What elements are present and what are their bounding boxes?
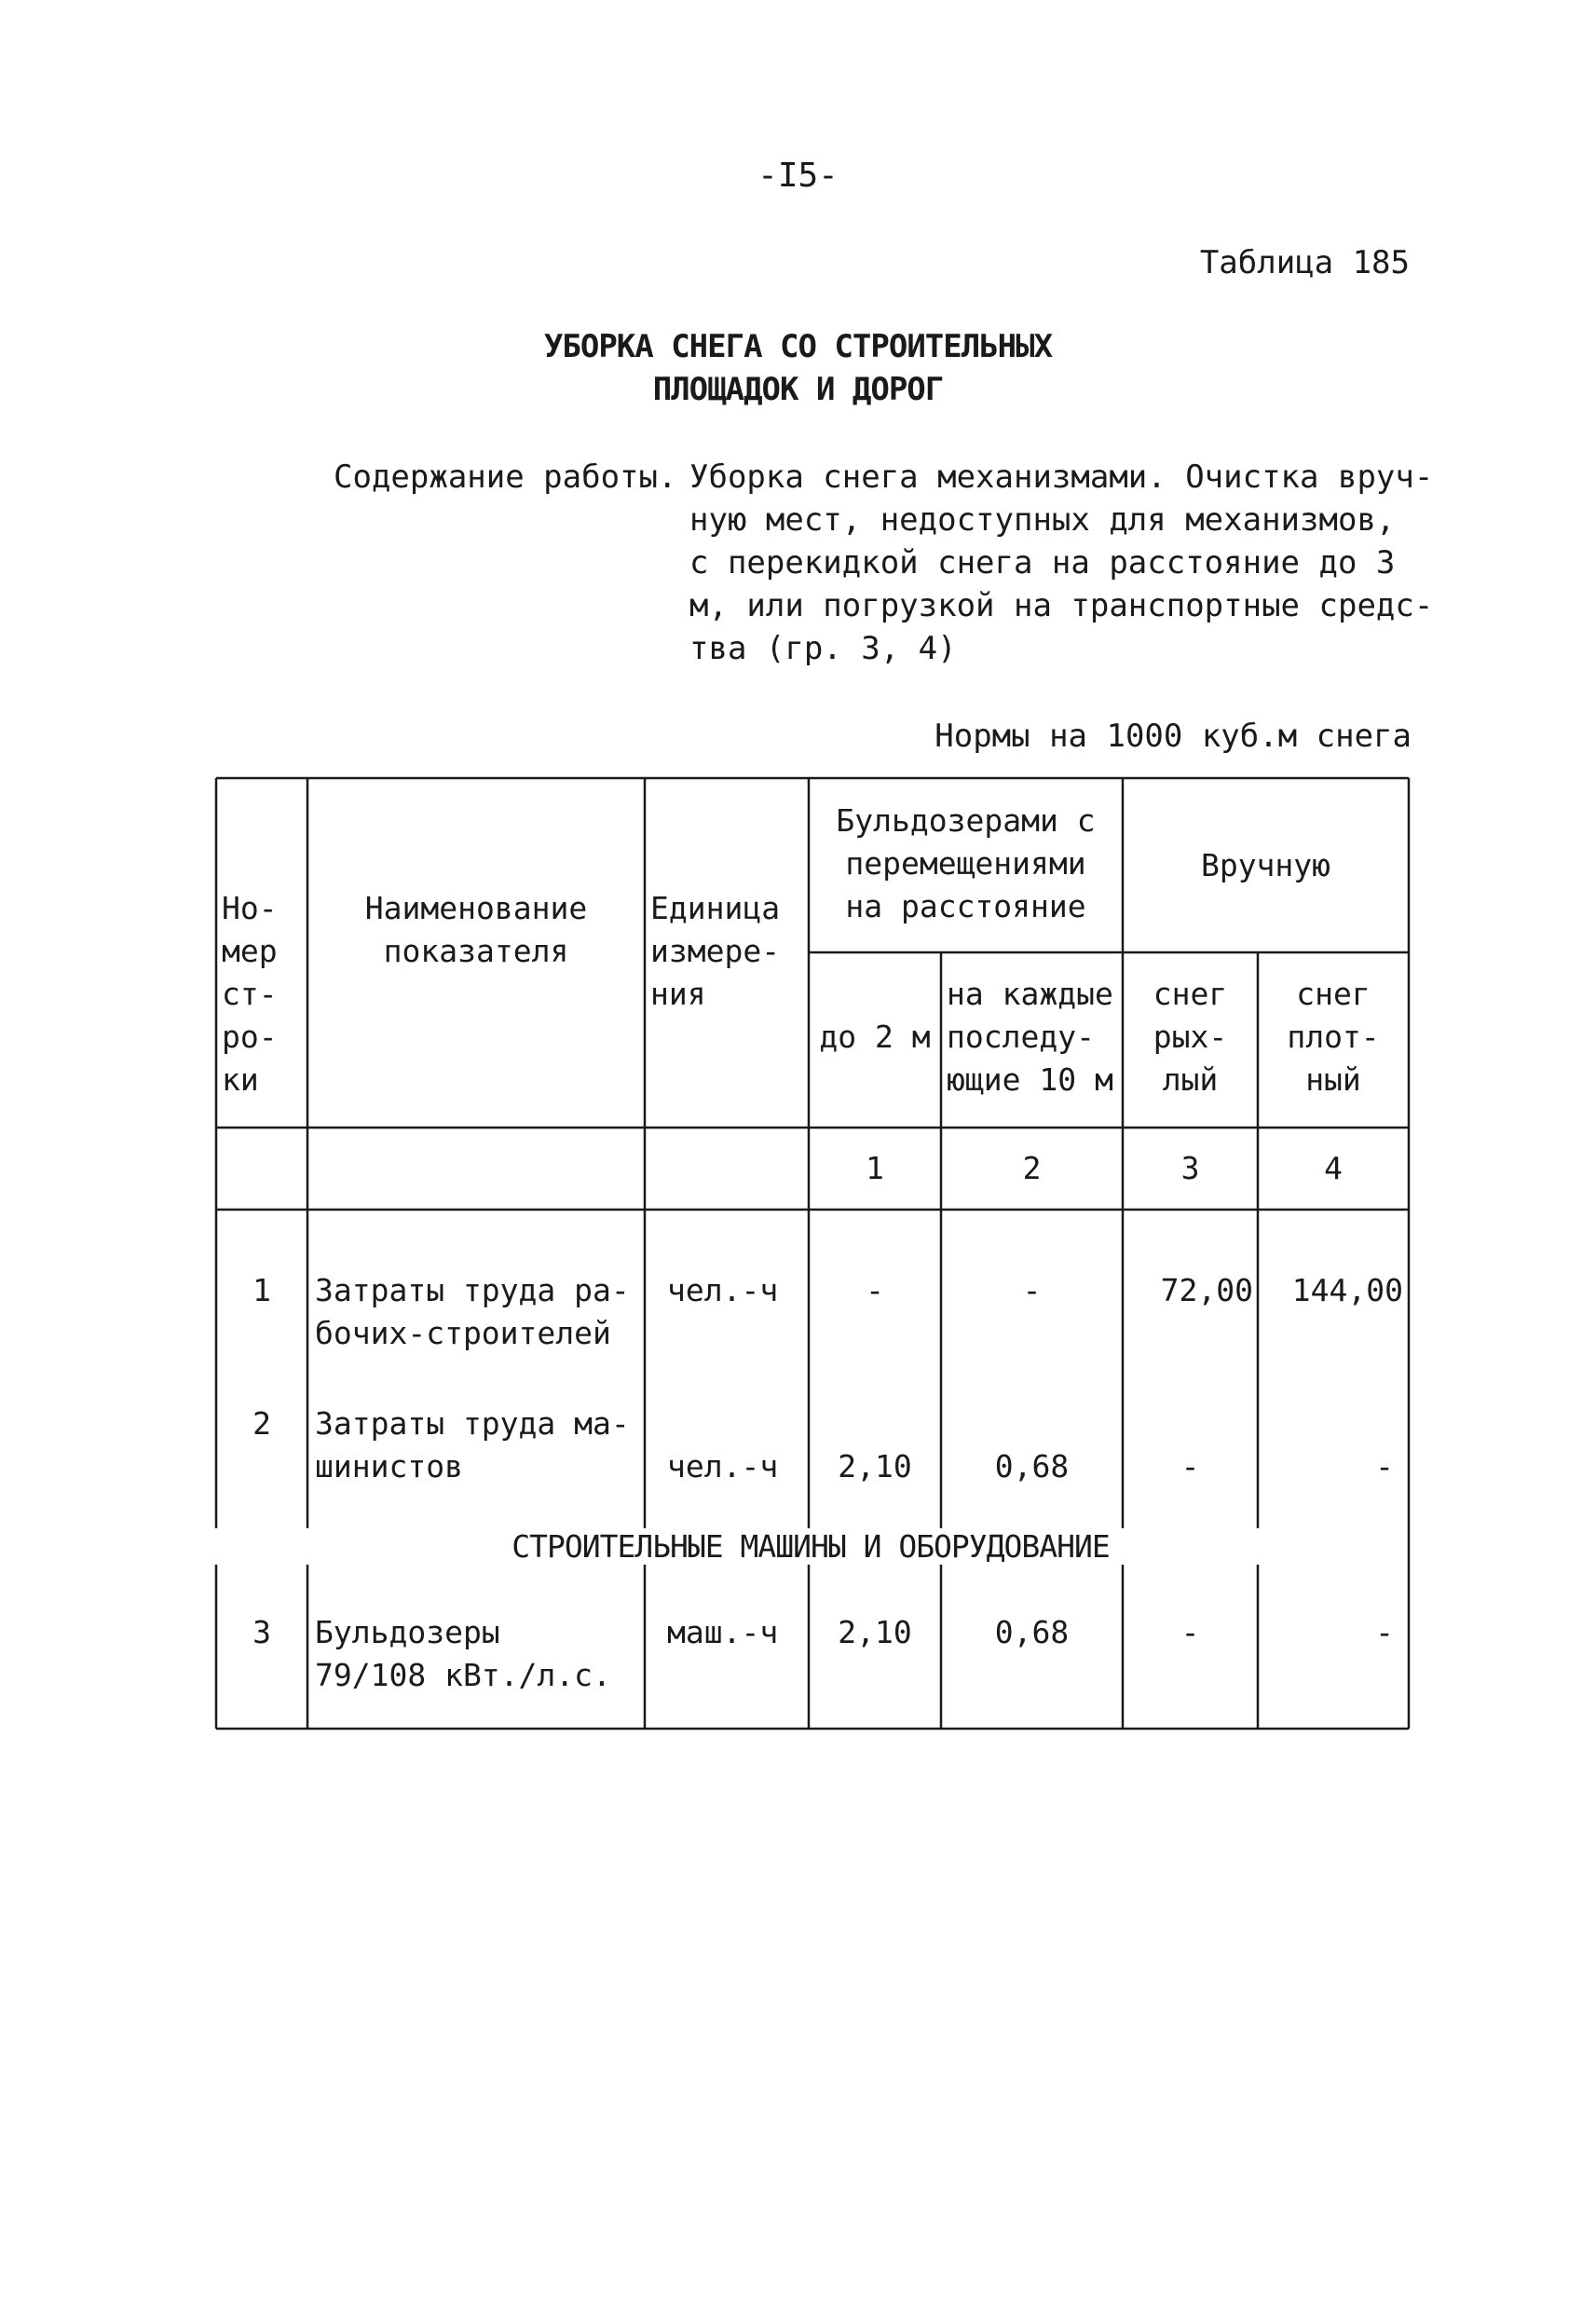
row-indicator-name: Затраты труда ра- бочих-строителей <box>315 1272 630 1351</box>
row-value-col4: - <box>1375 1614 1394 1650</box>
table-label: Таблица 185 <box>1199 244 1410 281</box>
page-number: -I5- <box>757 157 839 195</box>
row-value-col4: - <box>1375 1448 1394 1484</box>
row-unit: чел.-ч <box>667 1448 779 1484</box>
header-row-number: Но- мер ст- ро- ки <box>222 890 278 1098</box>
row-value-col3: - <box>1180 1448 1200 1484</box>
row-number: 2 <box>252 1405 271 1442</box>
content-label: Содержание работы. <box>334 458 677 496</box>
header-col-up-to-2m: до 2 м <box>819 1019 931 1055</box>
row-indicator-name: Затраты труда ма- шинистов <box>315 1405 630 1484</box>
row-value-col3: 72,00 <box>1160 1272 1253 1308</box>
row-number: 3 <box>252 1614 271 1650</box>
column-number: 1 <box>866 1150 884 1186</box>
header-manual: Вручную <box>1200 847 1331 883</box>
row-value-col3: - <box>1180 1614 1200 1650</box>
row-value-col2: 0,68 <box>994 1448 1070 1484</box>
row-value-col1: 2,10 <box>838 1448 912 1484</box>
row-value-col2: - <box>1022 1272 1042 1308</box>
table-title-line-2: ПЛОЩАДОК И ДОРОГ <box>652 371 944 408</box>
section-title: СТРОИТЕЛЬНЫЕ МАШИНЫ И ОБОРУДОВАНИЕ <box>214 1528 1407 1565</box>
header-unit: Единица измере- ния <box>650 890 781 1012</box>
row-value-col2: 0,68 <box>994 1614 1070 1650</box>
norms-caption: Нормы на 1000 куб.м снега <box>934 718 1412 755</box>
table-title-line-1: УБОРКА СНЕГА СО СТРОИТЕЛЬНЫХ <box>543 328 1053 365</box>
header-col-each-10m: на каждые последу- ющие 10 м <box>947 976 1113 1098</box>
header-bulldozers: Бульдозерами с перемещениями на расстояние <box>836 802 1096 924</box>
content-line: ную мест, недоступных для механизмов, <box>689 501 1396 539</box>
header-col-dense-snow: снег плот- ный <box>1287 976 1380 1098</box>
header-indicator-name: Наименование показателя <box>364 890 588 969</box>
header-col-loose-snow: снег рых- лый <box>1153 976 1228 1098</box>
column-number: 3 <box>1180 1150 1200 1186</box>
row-unit: чел.-ч <box>667 1272 779 1308</box>
row-indicator-name: Бульдозеры 79/108 кВт./л.с. <box>315 1614 611 1693</box>
row-value-col1: 2,10 <box>838 1614 912 1650</box>
row-number: 1 <box>252 1272 271 1308</box>
row-unit: маш.-ч <box>667 1614 779 1650</box>
row-value-col1: - <box>866 1272 884 1308</box>
column-number: 4 <box>1324 1150 1343 1186</box>
column-number: 2 <box>1022 1150 1042 1186</box>
content-line: м, или погрузкой на транспортные средс- <box>689 587 1434 624</box>
content-line: тва (гр. 3, 4) <box>689 630 957 667</box>
content-line: с перекидкой снега на расстояние до 3 <box>689 544 1396 581</box>
row-value-col4: 144,00 <box>1291 1272 1403 1308</box>
content-line: Уборка снега механизмами. Очистка вруч- <box>689 458 1434 496</box>
